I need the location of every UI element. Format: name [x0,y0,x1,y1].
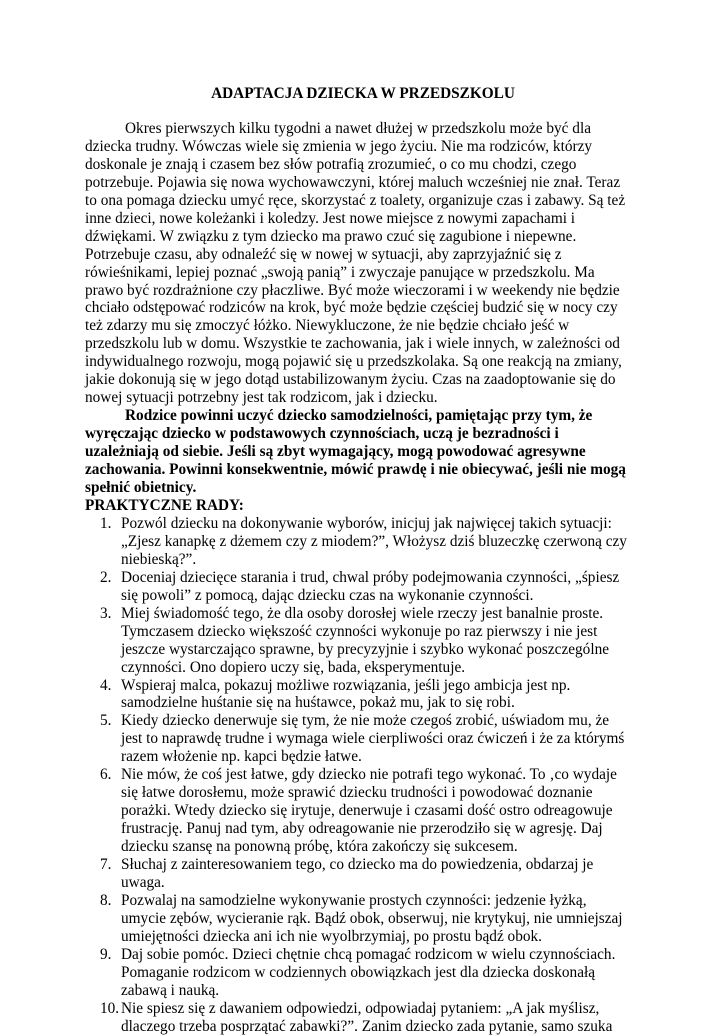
list-item-number: 6. [100,766,112,784]
list-item-text: Daj sobie pomóc. Dzieci chętnie chcą pomagać rodzicom w wielu czynnościach. Pomaganie rodzicom w codziennych obowiązkach jest dla dziecka doskonałą zabawą i nauką. [121,945,616,999]
tips-list [85,515,633,1036]
intro-paragraph: Okres pierwszych kilku tygodni a nawet dłużej w przedszkolu może być dla dziecka trudny. Wówczas wiele się zmienia w jego życiu. Nie ma rodziców, którzy doskonale je znają i czasem bez słów potrafią zrozumieć, o co mu chodzi, czego potrzebuje. Pojawia się nowa wychowawczyni, której maluch wcześniej nie znał. Teraz to ona pomaga dziecku umyć ręce, skorzystać z toalety, organizuje czas i zabawy. Są też inne dzieci, nowe koleżanki i koledzy. Jest nowe miejsce z nowymi zapachami i dźwiękami. W związku z tym dziecko ma prawo czuć się zagubione i niepewne. Potrzebuje czasu, aby odnaleźć się w nowej w sytuacji, aby zaprzyjaźnić się z rówieśnikami, lepiej poznać „swoją panią” i zwyczaje panujące w przedszkolu. Ma prawo być rozdrażnione czy płaczliwe. Być może wieczorami i w weekendy nie będzie chciało odstępować rodziców na krok, być może będzie częściej budzić się w nocy czy też zdarzy mu się zmoczyć łóżko. Niewykluczone, że nie będzie chciało jeść w przedszkolu lub w domu. Wszystkie te zachowania, jak i wiele innych, w zależności od indywidualnego rozwoju, mogą pojawić się u przedszkolaka. Są one reakcją na zmiany, jakie dokonują się w jego dotąd ustabilizowanym życiu. Czas na zaadoptowanie się do nowej sytuacji potrzebny jest tak rodzicom, jak i dziecku. [85,119,626,407]
tips-heading: PRAKTYCZNE RADY: [85,496,244,514]
list-item [85,677,633,713]
list-item-text: Miej świadomość tego, że dla osoby dorosłej wiele rzeczy jest banalnie proste. Tymczasem dziecko większość czynności wykonuje po raz pierwszy i nie jest jeszcze wystarczająco sprawne, by precyzyjnie i szybko wykonać poszczególne czynności. Ono dopiero uczy się, bada, eksperymentuje. [121,604,610,676]
list-item-number: 2. [100,568,112,586]
list-item-text: Kiedy dziecko denerwuje się tym, że nie może czegoś zrobić, uświadom mu, że jest to naprawdę trudne i wymaga wiele cierpliwości oraz ćwiczeń i że za którymś razem włożenie np. kapci będzie łatwe. [121,712,625,766]
list-item-text: Pozwalaj na samodzielne wykonywanie prostych czynności: jedzenie łyżką, umycie zębów, wycieranie rąk. Bądź obok, obserwuj, nie krytykuj, nie umniejszaj umiejętności dziecka ani ich nie wyolbrzymiaj, po prostu bądź obok. [121,891,623,945]
list-item [85,766,633,856]
list-item [85,605,633,677]
list-item [85,515,633,569]
list-item [85,712,633,766]
list-item-text: Pozwól dziecku na dokonywanie wyborów, inicjuj jak najwięcej takich sytuacji: „Zjesz kanapkę z dżemem czy z miodem?”, Włożysz dziś bluzeczkę czerwoną czy niebieską?”. [121,514,627,568]
parents-advice-paragraph: Rodzice powinni uczyć dziecko samodzielności, pamiętając przy tym, że wyręczając dziecko w podstawowych czynnościach, uczą je bezradności i uzależniają od siebie. Jeśli są zbyt wymagający, mogą powodować agresywne zachowania. Powinni konsekwentnie, mówić prawdę i nie obiecywać, jeśli nie mogą spełnić obietnicy. [85,407,626,497]
list-item-number: 8. [100,891,112,909]
list-item-number: 9. [100,945,112,963]
list-item-number: 4. [100,676,112,694]
document-title: ADAPTACJA DZIECKA W PRZEDSZKOLU [211,85,515,102]
list-item-text: Słuchaj z zainteresowaniem tego, co dziecko ma do powiedzenia, obdarzaj je uwaga. [121,856,594,891]
list-item-number: 5. [100,712,112,730]
document-page [85,85,633,1036]
list-item-text: Nie spiesz się z dawaniem odpowiedzi, odpowiadaj pytaniem: „A jak myślisz, dlaczego trzeba posprzątać zabawki?”. Zanim dziecko zada pytanie, samo szuka [121,999,613,1035]
list-item-number: 3. [100,604,112,622]
list-item [85,569,633,605]
list-item-number: 10. [100,999,120,1017]
list-item-number: 1. [100,514,112,532]
list-item-number: 7. [100,856,112,874]
list-item [85,856,633,892]
list-item-text: Nie mów, że coś jest łatwe, gdy dziecko nie potrafi tego wykonać. To ‚co wydaje się łatwe dorosłemu, może sprawić dziecku trudności i powodować doznanie porażki. Wtedy dziecko się irytuje, denerwuje i czasami dość ostro odreagowuje frustrację. Panuj nad tym, aby odreagowanie nie przerodziło się w agresję. Daj dziecku szansę na ponowną próbę, która zakończy się sukcesem. [121,766,617,856]
list-item [85,946,633,1000]
list-item [85,892,633,946]
list-item-text: Doceniaj dziecięce starania i trud, chwal próby podejmowania czynności, „śpiesz się powoli” z pomocą, dając dziecku czas na wykonanie czynności. [121,568,620,604]
list-item [85,1000,633,1036]
list-item-text: Wspieraj malca, pokazuj możliwe rozwiązania, jeśli jego ambicja jest np. samodzielne huśtanie się na huśtawce, pokaż mu, jak to się robi. [121,676,571,712]
